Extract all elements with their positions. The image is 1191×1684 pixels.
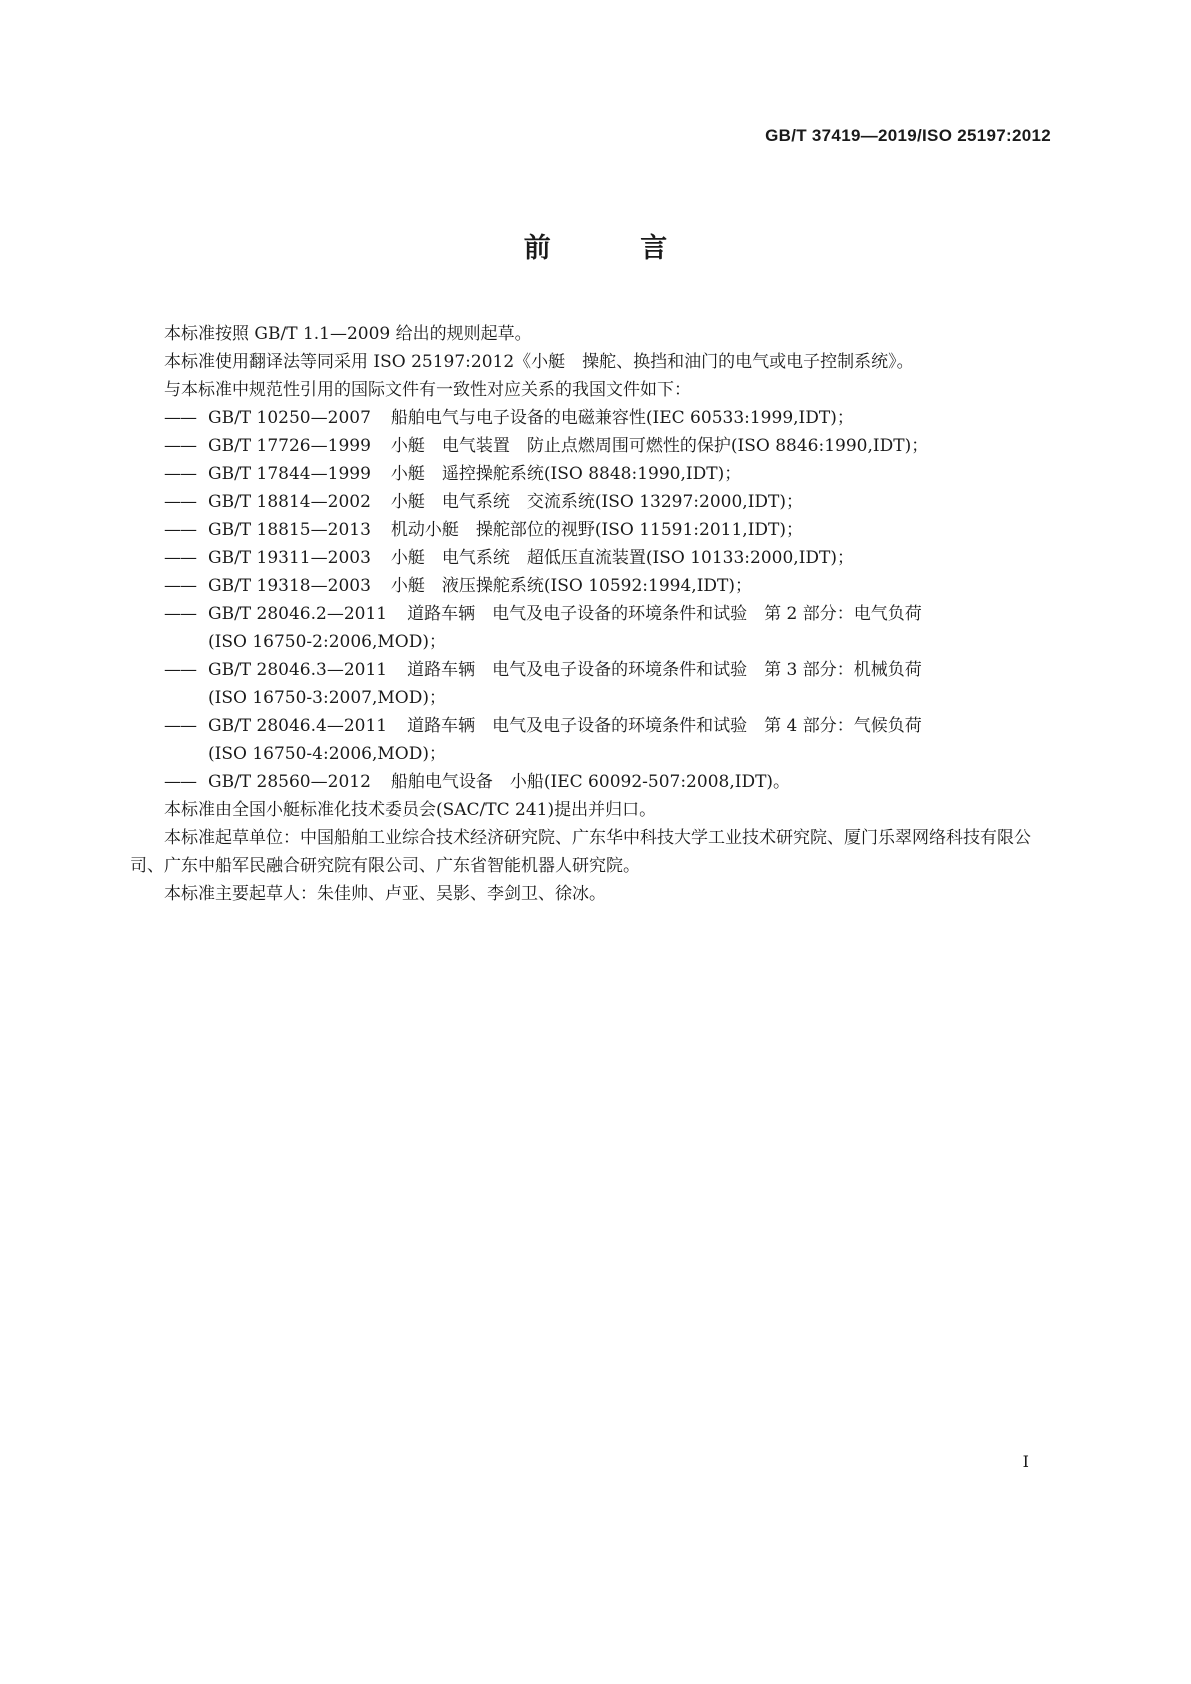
reference-item xyxy=(130,600,1060,656)
reference-line xyxy=(208,600,1060,628)
reference-body xyxy=(208,656,1060,712)
dash-marker: —— xyxy=(164,604,196,624)
dash-marker: —— xyxy=(164,492,196,512)
reference-body xyxy=(208,712,1060,768)
reference-code: GB/T 17726—1999 xyxy=(208,436,371,456)
reference-item xyxy=(130,768,1060,796)
reference-body xyxy=(208,432,1060,460)
reference-item xyxy=(130,572,1060,600)
paragraph-reference-intro: 与本标准中规范性引用的国际文件有一致性对应关系的我国文件如下： xyxy=(164,380,691,400)
paragraph-adoption: 本标准使用翻译法等同采用 ISO 25197:2012《小艇 操舵、换挡和油门的电气或电子控制系统》。 xyxy=(164,352,914,372)
dash-marker: —— xyxy=(164,576,196,596)
dash-marker: —— xyxy=(164,464,196,484)
reference-body xyxy=(208,768,1060,796)
reference-code: GB/T 18815—2013 xyxy=(208,520,371,540)
dash-marker: —— xyxy=(164,548,196,568)
reference-code: GB/T 28046.4—2011 xyxy=(208,716,388,736)
reference-line xyxy=(208,656,1060,684)
reference-code: GB/T 18814—2002 xyxy=(208,492,371,512)
reference-title: 道路车辆 电气及电子设备的环境条件和试验 第 3 部分：机械负荷 xyxy=(407,660,922,680)
reference-title: 小艇 电气系统 交流系统(ISO 13297:2000,IDT)； xyxy=(390,492,804,512)
reference-code: GB/T 28560—2012 xyxy=(208,772,371,792)
reference-title: 道路车辆 电气及电子设备的环境条件和试验 第 4 部分：气候负荷 xyxy=(407,716,922,736)
foreword-body xyxy=(130,320,1060,908)
reference-title: 小艇 液压操舵系统(ISO 10592:1994,IDT)； xyxy=(390,576,753,596)
reference-continuation: (ISO 16750-2:2006,MOD)； xyxy=(208,632,446,652)
reference-code: GB/T 10250—2007 xyxy=(208,408,371,428)
page-number: I xyxy=(1022,1452,1029,1471)
reference-title: 船舶电气设备 小船(IEC 60092-507:2008,IDT)。 xyxy=(390,772,791,792)
reference-line xyxy=(208,544,1060,572)
reference-code: GB/T 17844—1999 xyxy=(208,464,371,484)
reference-list xyxy=(130,404,1060,796)
reference-body xyxy=(208,600,1060,656)
reference-item xyxy=(130,432,1060,460)
reference-item xyxy=(130,544,1060,572)
reference-title: 小艇 遥控操舵系统(ISO 8848:1990,IDT)； xyxy=(390,464,742,484)
paragraph-proposer: 本标准由全国小艇标准化技术委员会(SAC/TC 241)提出并归口。 xyxy=(164,800,657,820)
dash-marker: —— xyxy=(164,772,196,792)
dash-marker: —— xyxy=(164,408,196,428)
dash-marker: —— xyxy=(164,716,196,736)
standard-code-header: GB/T 37419—2019/ISO 25197:2012 xyxy=(765,126,1051,145)
reference-item xyxy=(130,516,1060,544)
paragraph-drafting-rules: 本标准按照 GB/T 1.1—2009 给出的规则起草。 xyxy=(164,324,532,344)
reference-title: 小艇 电气系统 超低压直流装置(ISO 10133:2000,IDT)； xyxy=(390,548,855,568)
page-title: 前 言 xyxy=(523,233,708,264)
reference-continuation: (ISO 16750-3:2007,MOD)； xyxy=(208,688,446,708)
reference-line xyxy=(208,768,1060,796)
reference-line xyxy=(208,488,1060,516)
reference-line xyxy=(208,460,1060,488)
dash-marker: —— xyxy=(164,660,196,680)
reference-item xyxy=(130,488,1060,516)
reference-line xyxy=(208,572,1060,600)
reference-line xyxy=(208,404,1060,432)
reference-body xyxy=(208,544,1060,572)
reference-title: 船舶电气与电子设备的电磁兼容性(IEC 60533:1999,IDT)； xyxy=(390,408,854,428)
reference-item xyxy=(130,460,1060,488)
reference-body xyxy=(208,460,1060,488)
reference-title: 机动小艇 操舵部位的视野(ISO 11591:2011,IDT)； xyxy=(390,520,804,540)
reference-line xyxy=(208,712,1060,740)
reference-line xyxy=(208,432,1060,460)
reference-title: 道路车辆 电气及电子设备的环境条件和试验 第 2 部分：电气负荷 xyxy=(407,604,922,624)
reference-body xyxy=(208,572,1060,600)
reference-item xyxy=(130,404,1060,432)
reference-code: GB/T 19318—2003 xyxy=(208,576,371,596)
reference-code: GB/T 28046.2—2011 xyxy=(208,604,388,624)
reference-code: GB/T 19311—2003 xyxy=(208,548,371,568)
reference-body xyxy=(208,516,1060,544)
reference-item xyxy=(130,712,1060,768)
paragraph-drafting-units: 本标准起草单位：中国船舶工业综合技术经济研究院、广东华中科技大学工业技术研究院、厦门乐翠网络科技有限公司、广东中船军民融合研究院有限公司、广东省智能机器人研究院。 xyxy=(130,828,1031,876)
dash-marker: —— xyxy=(164,436,196,456)
reference-continuation: (ISO 16750-4:2006,MOD)； xyxy=(208,744,446,764)
dash-marker: —— xyxy=(164,520,196,540)
reference-body xyxy=(208,404,1060,432)
paragraph-drafters: 本标准主要起草人：朱佳帅、卢亚、吴影、李剑卫、徐冰。 xyxy=(164,884,606,904)
reference-line xyxy=(208,516,1060,544)
reference-title: 小艇 电气装置 防止点燃周围可燃性的保护(ISO 8846:1990,IDT)； xyxy=(390,436,929,456)
reference-body xyxy=(208,488,1060,516)
reference-code: GB/T 28046.3—2011 xyxy=(208,660,388,680)
reference-item xyxy=(130,656,1060,712)
